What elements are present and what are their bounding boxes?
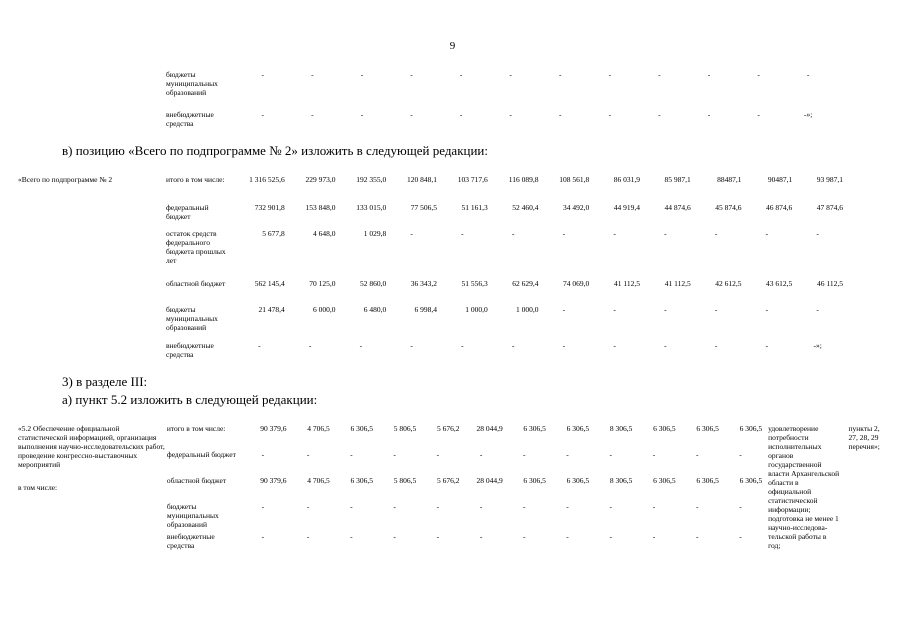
value-cell: - [609, 450, 613, 459]
value-cell: - [461, 229, 464, 238]
result-cell: удовлетворение потребности исполнительных органов государственной власти Архангельской области в официальной статистической информации; подготовка не менее 1 научно-исследова-тельской работы в год; [768, 424, 840, 550]
value-cell: - [261, 110, 265, 119]
value-cell: 51 556,3 [461, 279, 488, 288]
value-cell: 4 648,0 [313, 229, 336, 238]
row-label: бюджеты муниципальных образований [166, 502, 219, 529]
value-cell: 5 806,5 [393, 424, 417, 433]
value-cell: 74 069,0 [563, 279, 590, 288]
value-cell: - [816, 229, 819, 238]
value-cell: 8 306,5 [609, 424, 633, 433]
value-cell: 6 306,5 [523, 424, 546, 433]
value-cell: - [613, 305, 616, 314]
value-cell: 46 112,5 [817, 279, 843, 288]
value-cell: 6 480,0 [363, 305, 387, 314]
value-cell: 6 306,5 [350, 424, 373, 433]
row-group-title [18, 70, 166, 132]
value-cell: - [664, 305, 667, 314]
value-cell: - [816, 305, 819, 314]
value-cell: 52 860,0 [360, 279, 387, 288]
value-cell: - [562, 305, 566, 314]
value-cell: 36 343,2 [410, 279, 437, 288]
value-cell: - [562, 229, 566, 238]
value-cell: - [523, 532, 526, 541]
budget-table-item-5-2 [18, 424, 888, 642]
value-cell: 1 000,0 [516, 305, 539, 314]
value-cell: - [566, 450, 569, 459]
value-cell: - [511, 341, 515, 350]
value-cell: - [359, 341, 363, 350]
value-cell: 52 460,4 [512, 203, 539, 212]
row-group-title: «Всего по подпрограмме № 2 [18, 175, 113, 184]
heading-section-v: в) позицию «Всего по подпрограмме № 2» изложить в следующей редакции: [62, 143, 489, 158]
value-cell: 88487,1 [717, 175, 742, 184]
value-cell: 77 506,5 [410, 203, 437, 212]
value-cell: - [523, 502, 526, 511]
row-label: областной бюджет [166, 476, 227, 485]
value-cell: - [459, 110, 463, 119]
value-cell: 229 973,0 [305, 175, 336, 184]
row-label: остаток средств федерального бюджета прошлых лет [166, 229, 226, 265]
value-cell: -»; [813, 341, 822, 350]
value-cell: - [360, 70, 364, 79]
value-cell: - [714, 305, 718, 314]
value-cell: - [261, 502, 265, 511]
value-cell: - [261, 450, 265, 459]
value-cell: - [765, 229, 769, 238]
row-label: внебюджетные средства [166, 532, 215, 550]
row-label: областной бюджет [166, 279, 226, 288]
value-cell: - [509, 110, 512, 119]
value-cell: - [306, 532, 310, 541]
value-cell: - [523, 450, 526, 459]
value-cell: - [436, 450, 440, 459]
value-cell: - [613, 341, 616, 350]
heading-section-3: 3) в разделе III: [62, 374, 148, 389]
value-cell: 6 000,0 [313, 305, 336, 314]
value-cell: - [695, 450, 699, 459]
value-cell: 6 306,5 [653, 476, 676, 485]
value-cell: - [707, 110, 711, 119]
value-cell: 44 919,4 [613, 203, 640, 212]
value-cell: - [306, 502, 310, 511]
value-cell: - [609, 532, 613, 541]
row-label: итого в том числе: [166, 175, 225, 184]
value-cell: - [613, 229, 616, 238]
value-cell: 28 044,9 [476, 476, 503, 485]
value-cell: - [695, 502, 699, 511]
value-cell: - [707, 70, 711, 79]
budget-table-previous [18, 70, 833, 132]
value-cell: - [608, 110, 612, 119]
value-cell: - [806, 70, 810, 79]
budget-table-subprogram-2 [18, 175, 843, 363]
value-cell: - [308, 341, 312, 350]
table-row [18, 424, 888, 450]
value-cell: 62 629,4 [512, 279, 539, 288]
value-cell: - [714, 341, 718, 350]
table-row [18, 70, 833, 110]
value-cell: 28 044,9 [476, 424, 503, 433]
note-cell: пункты 2, 27, 28, 29 перечня»; [848, 424, 880, 451]
value-cell: - [714, 229, 718, 238]
value-cell: - [350, 532, 353, 541]
value-cell: 120 848,1 [407, 175, 437, 184]
value-cell: - [664, 341, 667, 350]
value-cell: - [511, 229, 515, 238]
value-cell: - [350, 502, 353, 511]
value-cell: - [562, 341, 566, 350]
value-cell: - [509, 70, 512, 79]
value-cell: - [765, 305, 769, 314]
value-cell: 1 316 525,6 [249, 175, 285, 184]
value-cell: 93 987,1 [816, 175, 843, 184]
value-cell: - [261, 70, 265, 79]
value-cell: 1 000,0 [465, 305, 488, 314]
row-label: внебюджетные средства [166, 341, 214, 359]
row-group-title: «5.2 Обеспечение официальной статистической информацией, организация выполнения научно-исследовательских работ, проведение конгрессно-выставочных мероприятий в том числе: [18, 424, 167, 642]
value-cell: - [566, 502, 569, 511]
value-cell: - [757, 110, 760, 119]
value-cell: - [311, 110, 314, 119]
value-cell: - [566, 532, 569, 541]
value-cell: - [479, 450, 483, 459]
value-cell: - [652, 502, 656, 511]
row-group-subtitle: в том числе: [18, 483, 58, 492]
row-label: федеральный бюджет [166, 450, 236, 459]
value-cell: - [393, 450, 396, 459]
value-cell: 90487,1 [767, 175, 793, 184]
row-label: итого в том числе: [166, 424, 226, 433]
value-cell: - [559, 70, 562, 79]
value-cell: 6 306,5 [696, 424, 719, 433]
value-cell: 4 706,5 [307, 476, 330, 485]
value-cell: - [609, 502, 613, 511]
table-row [18, 175, 843, 203]
value-cell: - [479, 532, 483, 541]
value-cell: - [652, 532, 656, 541]
value-cell: - [459, 70, 463, 79]
value-cell: 6 306,5 [696, 476, 719, 485]
value-cell: - [757, 70, 760, 79]
value-cell: 1 029,8 [363, 229, 387, 238]
value-cell: 5 676,2 [436, 424, 460, 433]
value-cell: 43 612,5 [766, 279, 793, 288]
value-cell: 6 306,5 [566, 476, 590, 485]
value-cell: - [658, 70, 661, 79]
value-cell: 5 676,2 [436, 476, 460, 485]
value-cell: - [658, 110, 661, 119]
value-cell: - [461, 341, 464, 350]
value-cell: - [739, 502, 742, 511]
value-cell: - [695, 532, 699, 541]
value-cell: 44 874,6 [664, 203, 691, 212]
value-cell: 70 125,0 [309, 279, 336, 288]
value-cell: - [739, 450, 742, 459]
value-cell: - [393, 532, 396, 541]
value-cell: - [739, 532, 742, 541]
value-cell: 45 874,6 [715, 203, 742, 212]
value-cell: 34 492,0 [563, 203, 590, 212]
value-cell: 4 706,5 [307, 424, 330, 433]
value-cell: - [479, 502, 483, 511]
value-cell: - [436, 502, 440, 511]
value-cell: - [436, 532, 440, 541]
value-cell: - [258, 341, 261, 350]
value-cell: 90 379,6 [260, 424, 287, 433]
value-cell: - [664, 229, 667, 238]
row-label: бюджеты муниципальных образований [166, 305, 218, 332]
value-cell: - [410, 229, 413, 238]
value-cell: 6 306,5 [739, 476, 763, 485]
value-cell: 6 306,5 [350, 476, 373, 485]
value-cell: 562 145,4 [254, 279, 285, 288]
value-cell: - [350, 450, 353, 459]
value-cell: - [410, 70, 413, 79]
value-cell: - [410, 341, 413, 350]
value-cell: - [306, 450, 310, 459]
value-cell: 47 874,6 [816, 203, 843, 212]
value-cell: - [393, 502, 396, 511]
value-cell: - [410, 110, 413, 119]
value-cell: 46 874,6 [766, 203, 793, 212]
value-cell: - [559, 110, 562, 119]
value-cell: 103 717,6 [457, 175, 488, 184]
value-cell: 6 306,5 [653, 424, 676, 433]
value-cell: 5 806,5 [393, 476, 417, 485]
value-cell: 116 089,8 [508, 175, 539, 184]
value-cell: 90 379,6 [260, 476, 287, 485]
row-label: внебюджетные средства [166, 110, 214, 128]
value-cell: 6 306,5 [566, 424, 590, 433]
heading-section-a: а) пункт 5.2 изложить в следующей редакции: [62, 392, 318, 407]
value-cell: 6 306,5 [739, 424, 763, 433]
value-cell: 41 112,5 [664, 279, 691, 288]
row-label: федеральный бюджет [166, 203, 209, 221]
value-cell: - [652, 450, 656, 459]
value-cell: 8 306,5 [609, 476, 633, 485]
value-cell: 6 998,4 [414, 305, 437, 314]
value-cell: 86 031,9 [613, 175, 640, 184]
value-cell: - [765, 341, 769, 350]
value-cell: - [311, 70, 314, 79]
value-cell: 153 848,0 [305, 203, 336, 212]
value-cell: -»; [804, 110, 813, 119]
value-cell: 108 561,8 [559, 175, 590, 184]
page-number: 9 [449, 40, 456, 52]
value-cell: 21 478,4 [258, 305, 285, 314]
value-cell: 85 987,1 [664, 175, 691, 184]
value-cell: 51 161,3 [461, 203, 488, 212]
value-cell: 6 306,5 [523, 476, 546, 485]
value-cell: - [608, 70, 612, 79]
value-cell: - [360, 110, 364, 119]
row-label: бюджеты муниципальных образований [166, 70, 218, 97]
value-cell: 192 355,0 [356, 175, 387, 184]
value-cell: 41 112,5 [614, 279, 640, 288]
value-cell: 5 677,8 [262, 229, 285, 238]
value-cell: 42 612,5 [715, 279, 742, 288]
value-cell: 133 015,0 [356, 203, 387, 212]
value-cell: - [261, 532, 265, 541]
value-cell: 732 901,8 [254, 203, 285, 212]
